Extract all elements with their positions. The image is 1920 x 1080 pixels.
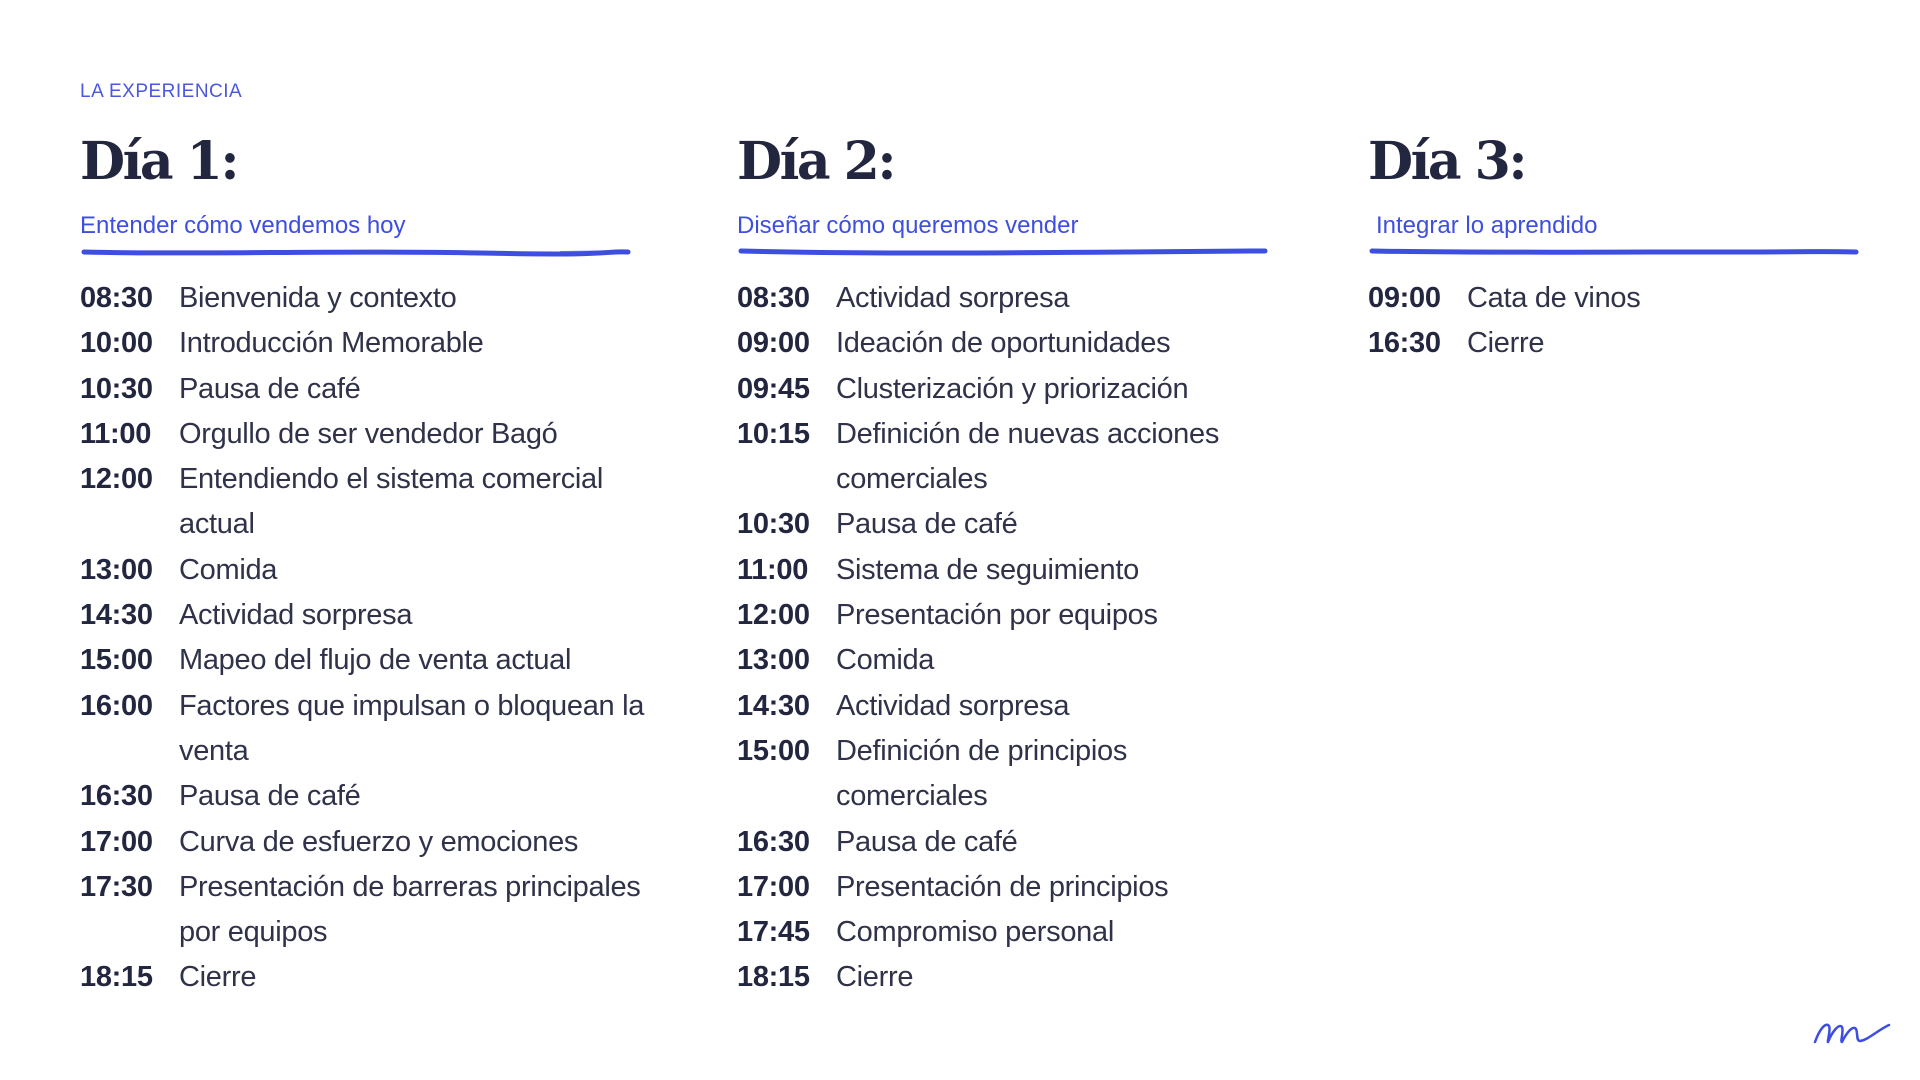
time-label: 16:30	[80, 780, 153, 813]
time-label: 10:30	[80, 372, 153, 405]
activity-label: Cierre	[179, 961, 257, 994]
day-subtitle: Diseñar cómo queremos vender	[737, 212, 1079, 239]
activity-label: Compromiso personal	[836, 916, 1114, 949]
schedule-row	[737, 548, 1337, 593]
schedule-row	[737, 593, 1337, 638]
activity-label: Pausa de café	[836, 825, 1018, 858]
schedule-row	[737, 321, 1337, 366]
schedule-row	[80, 774, 680, 819]
activity-label: Orgullo de ser vendedor Bagó	[179, 417, 558, 450]
schedule-list	[80, 276, 680, 1001]
time-label: 17:30	[80, 870, 153, 903]
day-column-1	[80, 130, 680, 1001]
brush-underline-icon	[737, 244, 1269, 260]
time-label: 17:45	[737, 916, 810, 949]
schedule-row	[80, 548, 680, 593]
schedule-row	[737, 684, 1337, 729]
time-label: 15:00	[737, 734, 810, 767]
time-label: 18:15	[737, 961, 810, 994]
time-label: 10:00	[80, 327, 153, 360]
activity-label: Definición de principios comerciales	[836, 734, 1128, 813]
time-label: 11:00	[737, 553, 809, 586]
time-label: 09:00	[1368, 282, 1441, 314]
schedule-row	[737, 820, 1337, 865]
schedule-row	[80, 593, 680, 638]
time-label: 13:00	[737, 644, 810, 677]
time-label: 09:00	[737, 327, 810, 360]
activity-label: Comida	[836, 644, 935, 677]
day-title: Día 1:	[80, 131, 238, 192]
activity-label: Curva de esfuerzo y emociones	[179, 825, 579, 858]
day-column-2	[737, 130, 1337, 1001]
activity-label: Definición de nuevas acciones comerciales	[836, 417, 1220, 496]
time-label: 18:15	[80, 961, 153, 994]
schedule-row	[80, 865, 680, 956]
schedule-row	[80, 321, 680, 366]
schedule-row	[737, 865, 1337, 910]
day-subtitle: Integrar lo aprendido	[1376, 212, 1598, 239]
activity-label: Cierre	[836, 961, 914, 994]
schedule-row	[80, 276, 680, 321]
activity-label: Factores que impulsan o bloquean la venta	[179, 689, 645, 767]
activity-label: Comida	[179, 553, 278, 586]
activity-label: Pausa de café	[836, 508, 1018, 541]
time-label: 11:00	[80, 417, 152, 450]
schedule-row	[80, 684, 680, 775]
schedule-row	[737, 729, 1337, 820]
schedule-list	[1368, 276, 1888, 367]
time-label: 13:00	[80, 553, 153, 586]
schedule-row	[737, 955, 1337, 1000]
activity-label: Actividad sorpresa	[836, 282, 1070, 314]
time-label: 17:00	[80, 825, 153, 858]
time-label: 14:30	[80, 599, 153, 632]
time-label: 12:00	[737, 599, 810, 632]
schedule-row	[80, 457, 680, 548]
schedule-row	[737, 638, 1337, 683]
time-label: 16:30	[737, 825, 810, 858]
time-label: 15:00	[80, 644, 153, 677]
brush-underline-icon	[80, 244, 632, 260]
time-label: 08:30	[80, 282, 153, 314]
activity-label: Presentación por equipos	[836, 599, 1158, 632]
brush-underline-icon	[1368, 244, 1860, 260]
activity-label: Actividad sorpresa	[836, 689, 1070, 722]
activity-label: Mapeo del flujo de venta actual	[179, 644, 572, 677]
time-label: 12:00	[80, 463, 153, 496]
day-title: Día 2:	[737, 131, 895, 192]
schedule-row	[737, 276, 1337, 321]
schedule-row	[737, 367, 1337, 412]
activity-label: Clusterización y priorización	[836, 372, 1189, 405]
activity-label: Sistema de seguimiento	[836, 553, 1139, 586]
time-label: 08:30	[737, 282, 810, 314]
schedule-list	[737, 276, 1337, 1001]
schedule-row	[1368, 276, 1888, 321]
activity-label: Presentación de barreras principales por equipos	[179, 870, 641, 949]
m-signature-logo-icon	[1812, 1014, 1892, 1050]
time-label: 16:30	[1368, 327, 1441, 360]
schedule-row	[80, 412, 680, 457]
time-label: 09:45	[737, 372, 810, 405]
time-label: 10:30	[737, 508, 810, 541]
activity-label: Actividad sorpresa	[179, 599, 413, 632]
activity-label: Entendiendo el sistema comercial actual	[179, 463, 604, 541]
schedule-row	[80, 367, 680, 412]
day-title: Día 3:	[1368, 131, 1526, 192]
activity-label: Presentación de principios	[836, 870, 1169, 903]
activity-label: Bienvenida y contexto	[179, 282, 457, 314]
time-label: 14:30	[737, 689, 810, 722]
day-column-3	[1368, 130, 1888, 367]
activity-label: Ideación de oportunidades	[836, 327, 1171, 360]
activity-label: Pausa de café	[179, 780, 361, 813]
time-label: 17:00	[737, 870, 810, 903]
schedule-row	[1368, 321, 1888, 366]
time-label: 10:15	[737, 417, 810, 450]
activity-label: Cierre	[1467, 327, 1545, 360]
schedule-row	[737, 412, 1337, 503]
schedule-row	[737, 910, 1337, 955]
schedule-row	[80, 820, 680, 865]
activity-label: Pausa de café	[179, 372, 361, 405]
day-subtitle: Entender cómo vendemos hoy	[80, 212, 406, 239]
time-label: 16:00	[80, 689, 153, 722]
section-eyebrow: LA EXPERIENCIA	[80, 81, 243, 102]
schedule-row	[80, 955, 680, 1000]
schedule-row	[737, 502, 1337, 547]
schedule-row	[80, 638, 680, 683]
activity-label: Cata de vinos	[1467, 282, 1641, 314]
activity-label: Introducción Memorable	[179, 327, 484, 360]
